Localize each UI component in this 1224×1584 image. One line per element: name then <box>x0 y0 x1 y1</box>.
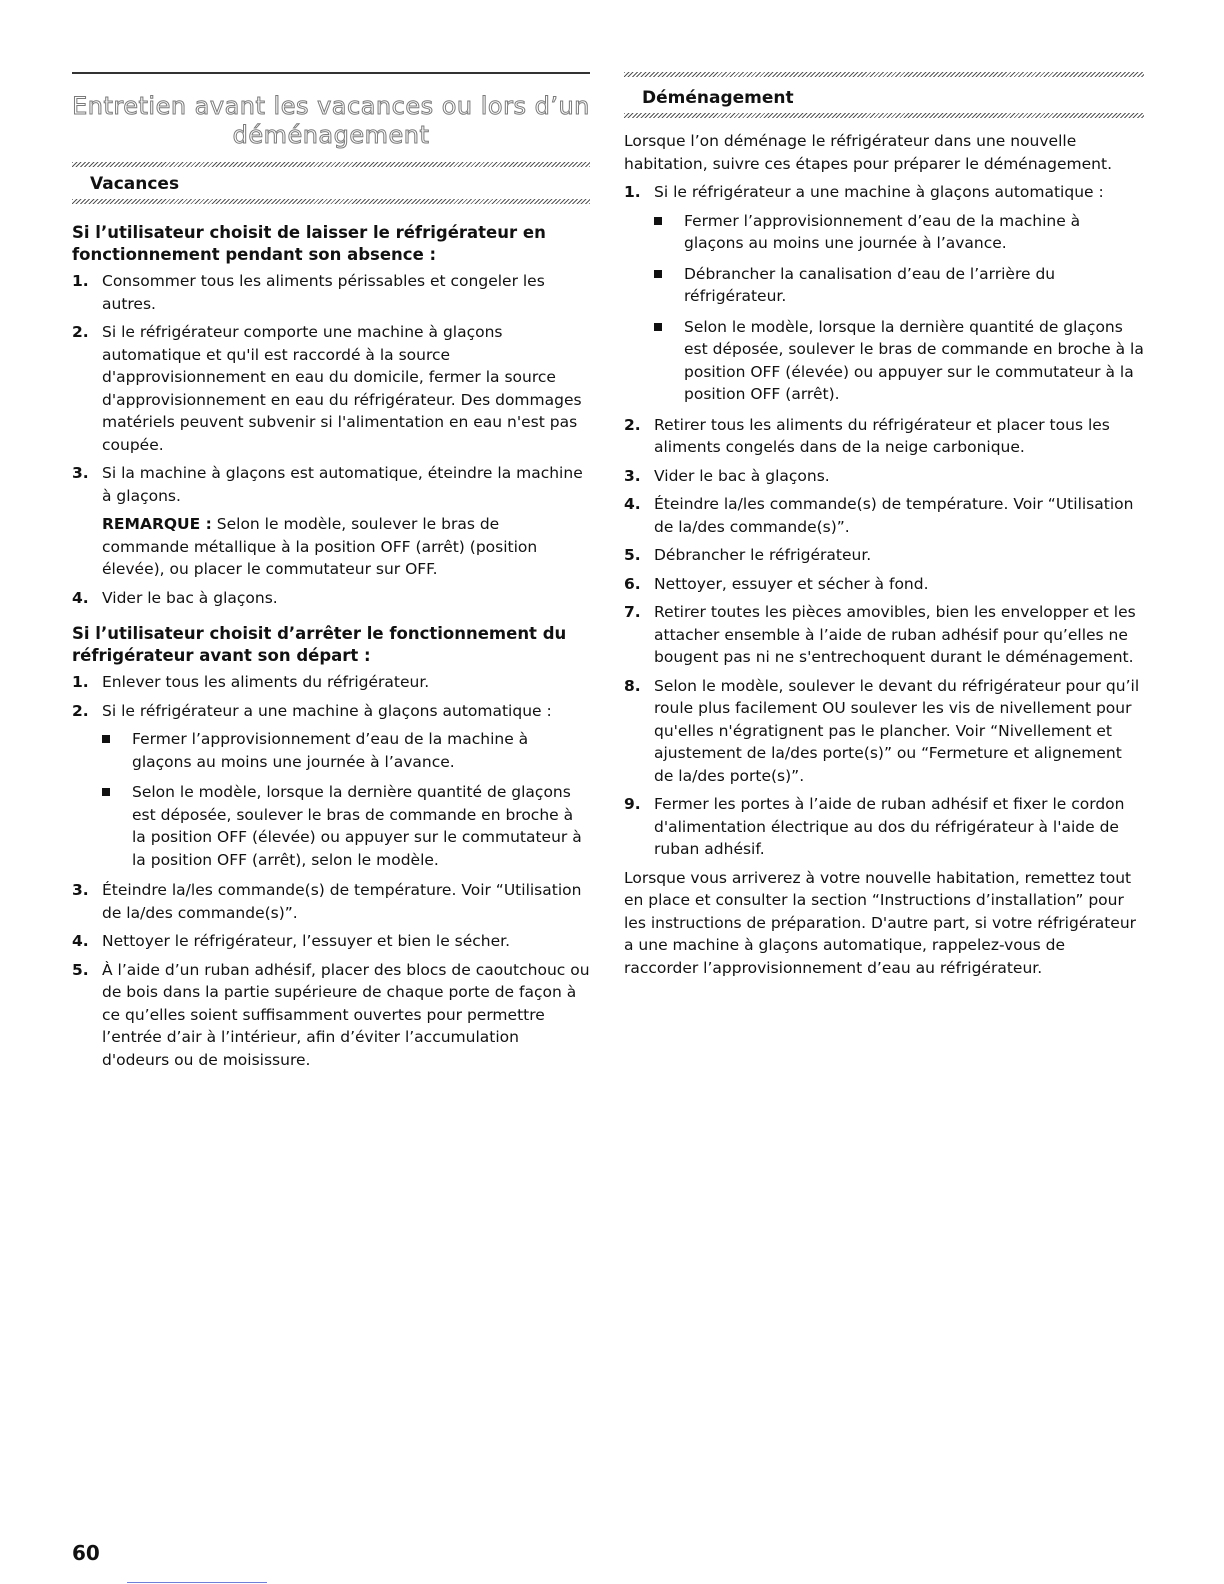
vacances-sub2-heading: Si l’utilisateur choisit d’arrêter le fonctionnement du réfrigérateur avant son départ : <box>72 624 567 665</box>
step-number: 2. <box>624 415 641 434</box>
note-label: REMARQUE : <box>102 515 212 533</box>
step-number: 5. <box>72 960 89 979</box>
step-text: Si le réfrigérateur comporte une machine à glaçons automatique et qu'il est raccordé à la source d'approvisionnement en eau du domicile, fermer la source d'approvisionnement en eau du réfrigérateur. Des dommages matériels peuvent subvenir si l'alimentation en eau n'est pas coupée. <box>102 323 582 454</box>
list-item <box>624 465 1144 488</box>
bullet-text: Selon le modèle, lorsque la dernière quantité de glaçons est déposée, soulever le bras de commande en broche à la position OFF (élevée) ou appuyer sur le commutateur à la position OFF (arrêt), selon le modèle. <box>132 783 582 869</box>
list-item <box>72 270 590 315</box>
list-item <box>624 544 1144 567</box>
step-text: Si le réfrigérateur a une machine à glaçons automatique : <box>102 701 552 720</box>
list-item <box>72 462 590 581</box>
bullet-item <box>102 781 590 871</box>
step-text: Consommer tous les aliments périssables et congeler les autres. <box>102 272 545 313</box>
right-column <box>624 72 1144 985</box>
list-item <box>72 587 590 610</box>
bullet-item <box>654 263 1144 308</box>
step-text: Nettoyer le réfrigérateur, l’essuyer et bien le sécher. <box>102 932 511 950</box>
step-text: Retirer toutes les pièces amovibles, bien les envelopper et les attacher ensemble à l’aide de ruban adhésif pour qu’elles ne bougent pas ni ne s'entrechoquent durant le déménagement. <box>654 603 1136 666</box>
step-text: Retirer tous les aliments du réfrigérateur et placer tous les aliments congelés dans de la neige carbonique. <box>654 415 1110 456</box>
list-item <box>72 959 590 1072</box>
step-number: 8. <box>624 676 641 695</box>
demenagement-top-divider <box>624 72 1144 77</box>
step-number: 3. <box>72 881 89 899</box>
demenagement-heading: Déménagement <box>642 88 794 108</box>
vacances-sub2-steps <box>72 671 590 1071</box>
vacances-heading: Vacances <box>90 174 180 194</box>
list-item <box>624 573 1144 596</box>
step-text: Éteindre la/les commande(s) de température. Voir “Utilisation de la/des commande(s)”. <box>654 495 1134 536</box>
demenagement-divider <box>624 113 1144 118</box>
step-number: 6. <box>624 574 641 593</box>
list-item <box>72 671 590 694</box>
step-text: Fermer les portes à l’aide de ruban adhésif et fixer le cordon d'alimentation électrique au dos du réfrigérateur à l'aide de ruban adhésif. <box>654 795 1125 858</box>
list-item <box>72 700 590 872</box>
left-column <box>72 72 590 1077</box>
bullet-text: Selon le modèle, lorsque la dernière quantité de glaçons est déposée, soulever le bras de commande en broche à la position OFF (élevée) ou appuyer sur le commutateur à la position OFF (arrêt). <box>684 317 1144 403</box>
step-number: 1. <box>72 272 89 290</box>
step-number: 4. <box>72 932 89 950</box>
step-text: Selon le modèle, soulever le devant du réfrigérateur pour qu’il roule plus facilement OU soulever les vis de nivellement pour qu'elles n'égratignent pas le plancher. Voir “Nivellement et ajustement de la/des porte(s)” ou “Fermeture et alignement de la/des porte(s)”. <box>654 676 1140 785</box>
step-text: Débrancher le réfrigérateur. <box>654 546 872 564</box>
step-text: Vider le bac à glaçons. <box>654 466 830 485</box>
list-item <box>624 793 1144 861</box>
demenagement-outro: Lorsque vous arriverez à votre nouvelle habitation, remettez tout en place et consulter la section “Instructions d’installation” pour les instructions de préparation. D'autre part, si votre réfrigérateur a une machine à glaçons automatique, rappelez-vous de raccorder l’approvisionnement d’eau au réfrigérateur. <box>624 868 1137 977</box>
step-text: Si le réfrigérateur a une machine à glaçons automatique : <box>654 183 1104 201</box>
demenagement-intro: Lorsque l’on déménage le réfrigérateur dans une nouvelle habitation, suivre ces étapes pour préparer le déménagement. <box>624 132 1113 173</box>
step-number: 1. <box>72 673 89 691</box>
top-rule <box>72 72 590 74</box>
step-number: 1. <box>624 183 641 201</box>
bullet-text: Débrancher la canalisation d’eau de l’arrière du réfrigérateur. <box>684 264 1056 305</box>
note-text: Selon le modèle, soulever le bras de commande métallique à la position OFF (arrêt) (position élevée), ou placer le commutateur sur OFF. <box>102 515 538 578</box>
square-bullet-icon <box>654 270 662 278</box>
step-number: 7. <box>624 603 641 621</box>
vacances-sub1-heading: Si l’utilisateur choisit de laisser le réfrigérateur en fonctionnement pendant son absence : <box>72 223 546 264</box>
list-item <box>72 930 590 953</box>
bullet-text: Fermer l’approvisionnement d’eau de la machine à glaçons au moins une journée à l’avance. <box>132 730 529 771</box>
step-number: 9. <box>624 795 641 813</box>
page-title: Entretien avant les vacances ou lors d’un déménagement <box>72 92 590 149</box>
bullet-text: Fermer l’approvisionnement d’eau de la machine à glaçons au moins une journée à l’avance. <box>684 211 1081 252</box>
vacances-divider <box>72 199 590 204</box>
step-number: 2. <box>72 323 89 341</box>
bullet-list <box>654 210 1144 406</box>
list-item <box>624 414 1144 459</box>
vacances-sub1-steps <box>72 270 590 609</box>
step-text: Enlever tous les aliments du réfrigérateur. <box>102 673 430 691</box>
footer-line <box>127 1582 267 1583</box>
page-number: 60 <box>72 1541 100 1565</box>
step-text: Vider le bac à glaçons. <box>102 588 278 607</box>
demenagement-steps <box>624 181 1144 861</box>
step-text: À l’aide d’un ruban adhésif, placer des blocs de caoutchouc ou de bois dans la partie supérieure de chaque porte de façon à ce qu’elles soient suffisamment ouvertes pour permettre l’entrée d’air à l’intérieur, afin d’éviter l’accumulation d'odeurs ou de moisissure. <box>102 960 590 1069</box>
square-bullet-icon <box>102 735 110 743</box>
step-number: 5. <box>624 546 641 564</box>
step-number: 2. <box>72 701 89 720</box>
list-item <box>72 321 590 456</box>
step-text: Si la machine à glaçons est automatique, éteindre la machine à glaçons. <box>102 464 583 505</box>
square-bullet-icon <box>654 217 662 225</box>
title-divider <box>72 162 590 167</box>
bullet-item <box>654 210 1144 255</box>
bullet-item <box>654 316 1144 406</box>
bullet-list <box>102 728 590 871</box>
step-text: Éteindre la/les commande(s) de température. Voir “Utilisation de la/des commande(s)”. <box>102 881 582 922</box>
list-item <box>624 675 1144 788</box>
list-item <box>624 601 1144 669</box>
list-item <box>624 181 1144 406</box>
step-number: 4. <box>624 495 641 513</box>
square-bullet-icon <box>654 323 662 331</box>
square-bullet-icon <box>102 788 110 796</box>
step-number: 4. <box>72 588 89 607</box>
step-text: Nettoyer, essuyer et sécher à fond. <box>654 574 929 593</box>
list-item <box>72 879 590 924</box>
step-number: 3. <box>72 464 89 482</box>
step-number: 3. <box>624 466 641 485</box>
remarque-note <box>102 513 590 581</box>
bullet-item <box>102 728 590 773</box>
list-item <box>624 493 1144 538</box>
